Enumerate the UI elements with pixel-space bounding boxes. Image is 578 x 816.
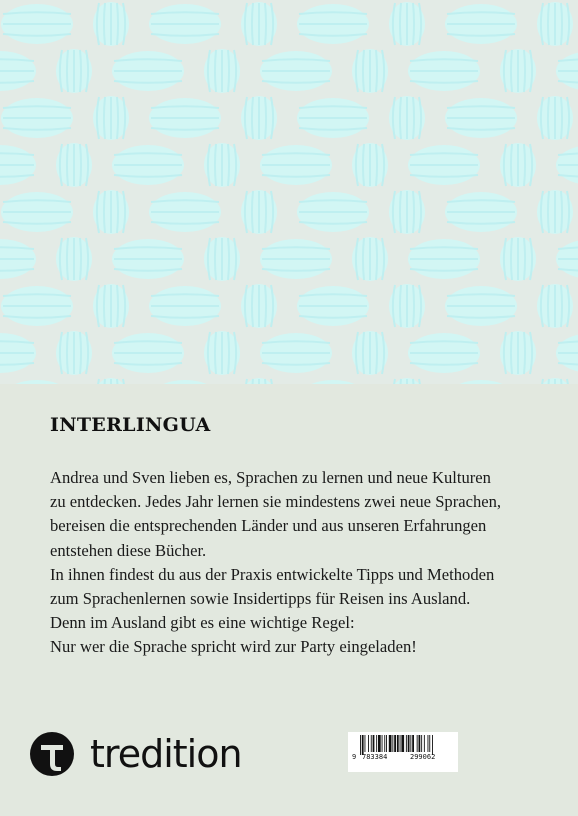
description-line: zu entdecken. Jedes Jahr lernen sie mindestens zwei neue Sprachen, bbox=[50, 492, 502, 512]
weave-cell bbox=[260, 333, 332, 373]
weave-cell bbox=[93, 190, 129, 234]
weave-cell bbox=[537, 2, 573, 46]
barcode-bar bbox=[432, 735, 433, 755]
weave-cell bbox=[408, 239, 480, 279]
weave-cell bbox=[149, 4, 221, 44]
weave-cell bbox=[1, 192, 73, 232]
barcode-bar bbox=[389, 735, 392, 752]
barcode-bar bbox=[400, 735, 401, 752]
barcode-bar bbox=[424, 735, 425, 752]
barcode-bar bbox=[419, 735, 421, 752]
barcode-bar bbox=[365, 735, 366, 752]
barcode-bar bbox=[394, 735, 396, 752]
barcode-bar bbox=[428, 735, 429, 752]
publisher-logo bbox=[30, 732, 242, 776]
weave-cell bbox=[56, 49, 92, 93]
weave-cell bbox=[445, 192, 517, 232]
weave-cell bbox=[500, 331, 536, 375]
weave-cell bbox=[389, 284, 425, 328]
barcode-bar bbox=[368, 735, 369, 752]
weave-cell bbox=[352, 237, 388, 281]
weave-cell bbox=[93, 284, 129, 328]
weave-cell bbox=[389, 96, 425, 140]
weave-cell bbox=[1, 4, 73, 44]
weave-cell bbox=[149, 192, 221, 232]
description-line: Denn im Ausland gibt es eine wichtige Regel: bbox=[50, 613, 355, 633]
weave-cell bbox=[112, 239, 184, 279]
weave-cell bbox=[241, 284, 277, 328]
weave-cell bbox=[112, 51, 184, 91]
weave-cell bbox=[241, 190, 277, 234]
weave-cell bbox=[260, 145, 332, 185]
description-line: Andrea und Sven lieben es, Sprachen zu lernen und neue Kulturen bbox=[50, 468, 491, 487]
weave-cell bbox=[537, 96, 573, 140]
description-line: bereisen die entsprechenden Länder und aus unseren Erfahrungen bbox=[50, 516, 487, 536]
weave-cell bbox=[93, 2, 129, 46]
weave-cell bbox=[389, 190, 425, 234]
weave-cell bbox=[112, 333, 184, 373]
weave-cell bbox=[241, 2, 277, 46]
barcode-bar bbox=[378, 735, 381, 752]
weave-cell bbox=[352, 143, 388, 187]
weave-cell bbox=[204, 143, 240, 187]
back-cover-panel bbox=[0, 384, 578, 816]
weave-cell bbox=[537, 190, 573, 234]
description-line: zum Sprachenlernen sowie Insidertipps für Reisen ins Ausland. bbox=[50, 589, 471, 609]
weave-cell bbox=[408, 51, 480, 91]
barcode-bar bbox=[386, 735, 387, 752]
weave-cell bbox=[260, 239, 332, 279]
tredition-t-circle-icon bbox=[30, 732, 74, 776]
barcode-bar bbox=[360, 735, 361, 755]
weave-cell bbox=[352, 331, 388, 375]
barcode-bar bbox=[421, 735, 422, 752]
weave-cell bbox=[149, 98, 221, 138]
barcode-first-digit: 9 bbox=[352, 753, 357, 761]
weave-cell bbox=[297, 4, 369, 44]
barcode-bar bbox=[410, 735, 411, 752]
weave-cell bbox=[56, 143, 92, 187]
weave-cell bbox=[445, 98, 517, 138]
weave-cell bbox=[408, 333, 480, 373]
weave-cell bbox=[408, 145, 480, 185]
description-line: Nur wer die Sprache spricht wird zur Party eingeladen! bbox=[50, 637, 417, 657]
barcode-bar bbox=[382, 735, 383, 752]
weave-cell bbox=[500, 49, 536, 93]
weave-cell bbox=[297, 286, 369, 326]
barcode-right-digits: 299062 bbox=[410, 753, 436, 761]
weave-cell bbox=[445, 4, 517, 44]
weave-cell bbox=[500, 143, 536, 187]
barcode-bar bbox=[371, 735, 372, 752]
weave-cell bbox=[500, 237, 536, 281]
barcode-bars bbox=[348, 732, 458, 772]
weave-cell bbox=[352, 49, 388, 93]
barcode-bar bbox=[406, 735, 407, 752]
publisher-name: tredition bbox=[90, 732, 242, 776]
weave-cell bbox=[149, 286, 221, 326]
isbn-barcode bbox=[348, 732, 458, 772]
book-title: INTERLINGUA bbox=[50, 414, 211, 436]
weave-cell bbox=[56, 237, 92, 281]
barcode-bar bbox=[376, 735, 377, 752]
weave-cell bbox=[204, 49, 240, 93]
weave-cell bbox=[537, 284, 573, 328]
weave-cell bbox=[241, 96, 277, 140]
weave-cell bbox=[112, 145, 184, 185]
barcode-left-digits: 783384 bbox=[362, 753, 388, 761]
barcode-digits bbox=[352, 753, 456, 761]
barcode-bar bbox=[408, 735, 410, 752]
barcode-bar bbox=[412, 735, 414, 752]
weave-cell bbox=[297, 192, 369, 232]
weave-cell bbox=[1, 286, 73, 326]
book-description bbox=[50, 466, 550, 660]
weave-cell bbox=[93, 96, 129, 140]
barcode-bar bbox=[429, 735, 430, 752]
description-line: In ihnen findest du aus der Praxis entwickelte Tipps und Methoden bbox=[50, 564, 495, 584]
weave-cell bbox=[204, 331, 240, 375]
weave-cell bbox=[1, 98, 73, 138]
weave-cell bbox=[204, 237, 240, 281]
weave-cell bbox=[56, 331, 92, 375]
weave-cell bbox=[297, 98, 369, 138]
weave-cell bbox=[445, 286, 517, 326]
barcode-bar bbox=[392, 735, 393, 752]
barcode-bar bbox=[397, 735, 399, 752]
barcode-bar bbox=[401, 735, 404, 752]
woven-pattern-background bbox=[0, 0, 578, 384]
barcode-bar bbox=[384, 735, 385, 752]
weave-cell bbox=[260, 51, 332, 91]
barcode-bar bbox=[373, 735, 375, 752]
barcode-bar bbox=[417, 735, 418, 752]
barcode-bar bbox=[362, 735, 364, 755]
description-line: entstehen diese Bücher. bbox=[50, 540, 207, 560]
weave-cell bbox=[389, 2, 425, 46]
